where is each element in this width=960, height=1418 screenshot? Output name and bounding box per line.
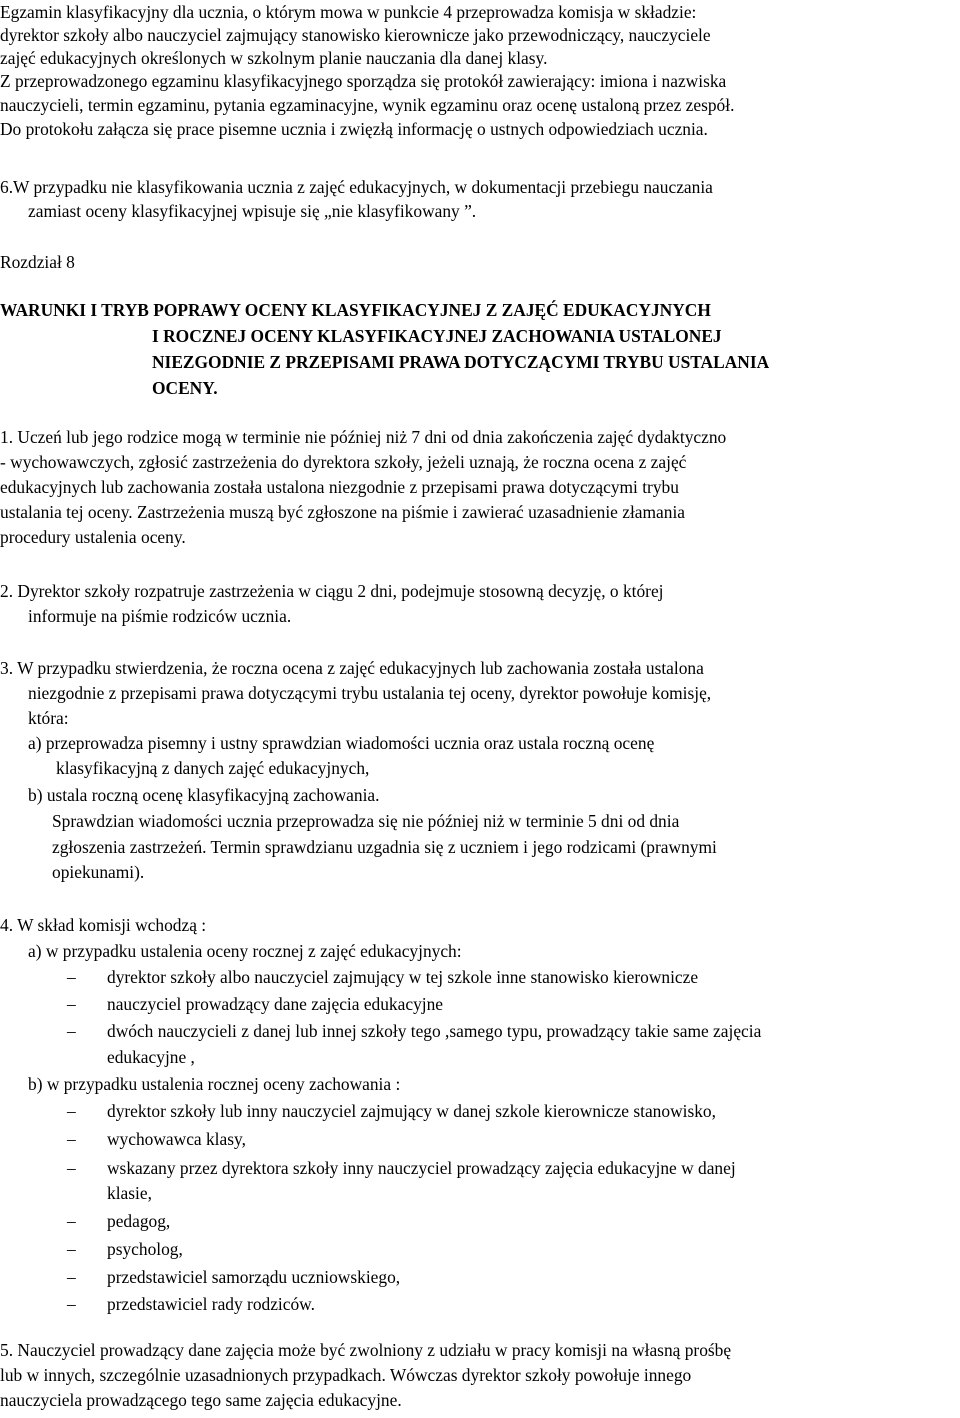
list-item-text: wskazany przez dyrektora szkoły inny nauczyciel prowadzący zajęcia edukacyjne w danej bbox=[107, 1158, 736, 1178]
section1-line: procedury ustalenia oceny. bbox=[0, 527, 186, 547]
list-item-text: nauczyciel prowadzący dane zajęcia edukacyjne bbox=[107, 994, 444, 1014]
dash-bullet: – bbox=[67, 1239, 76, 1259]
section2-line: 2. Dyrektor szkoły rozpatruje zastrzeżenia w ciągu 2 dni, podejmuje stosowną decyzję, o której bbox=[0, 581, 664, 601]
section3-line: klasyfikacyjną z danych zajęć edukacyjnych, bbox=[56, 758, 370, 778]
section1-line: 1. Uczeń lub jego rodzice mogą w terminie nie później niż 7 dni od dnia zakończenia zajęć dydaktyczno bbox=[0, 427, 727, 447]
section3-line: Sprawdzian wiadomości ucznia przeprowadza się nie później niż w terminie 5 dni od dnia bbox=[52, 811, 680, 831]
list-item-text: psycholog, bbox=[107, 1239, 183, 1259]
chapter-title-line: OCENY. bbox=[152, 378, 218, 398]
dash-bullet: – bbox=[67, 967, 76, 987]
section3-line: b) ustala roczną ocenę klasyfikacyjną zachowania. bbox=[28, 785, 380, 805]
intro-line: Egzamin klasyfikacyjny dla ucznia, o którym mowa w punkcie 4 przeprowadza komisja w składzie: bbox=[0, 2, 697, 22]
dash-bullet: – bbox=[67, 1294, 76, 1314]
chapter-label: Rozdział 8 bbox=[0, 252, 75, 272]
list-item-text: pedagog, bbox=[107, 1211, 171, 1231]
section3-line: 3. W przypadku stwierdzenia, że roczna ocena z zajęć edukacyjnych lub zachowania została ustalona bbox=[0, 658, 704, 678]
intro-line: dyrektor szkoły albo nauczyciel zajmujący stanowisko kierownicze jako przewodniczący, nauczyciele bbox=[0, 25, 711, 45]
dash-bullet: – bbox=[67, 994, 76, 1014]
dash-bullet: – bbox=[67, 1158, 76, 1178]
section2-line: informuje na piśmie rodziców ucznia. bbox=[28, 606, 292, 626]
chapter-title-line: NIEZGODNIE Z PRZEPISAMI PRAWA DOTYCZĄCYMI TRYBU USTALANIA bbox=[152, 352, 770, 372]
section1-line: edukacyjnych lub zachowania została ustalona niezgodnie z przepisami prawa dotyczącymi trybu bbox=[0, 477, 679, 497]
list-item-text: dyrektor szkoły lub inny nauczyciel zajmujący w danej szkole kierownicze stanowisko, bbox=[107, 1101, 716, 1121]
section5-line: 5. Nauczyciel prowadzący dane zajęcia może być zwolniony z udziału w pracy komisji na własną prośbę bbox=[0, 1340, 732, 1360]
section3-line: opiekunami). bbox=[52, 862, 145, 882]
section3-line: a) przeprowadza pisemny i ustny sprawdzian wiadomości ucznia oraz ustala roczną ocenę bbox=[28, 733, 655, 753]
section4-a-label: a) w przypadku ustalenia oceny rocznej z zajęć edukacyjnych: bbox=[28, 941, 462, 961]
list-item-continuation: klasie, bbox=[107, 1183, 152, 1203]
section5-line: nauczyciela prowadzącego tego same zajęcia edukacyjne. bbox=[0, 1390, 402, 1410]
point6-line: zamiast oceny klasyfikacyjnej wpisuje się „nie klasyfikowany ”. bbox=[28, 201, 477, 221]
intro-line: zajęć edukacyjnych określonych w szkolnym planie nauczania dla danej klasy. bbox=[0, 48, 548, 68]
chapter-title-line: I ROCZNEJ OCENY KLASYFIKACYJNEJ ZACHOWANIA USTALONEJ bbox=[152, 326, 722, 346]
list-item-text: dwóch nauczycieli z danej lub innej szkoły tego ,samego typu, prowadzący takie same zajęcia bbox=[107, 1021, 762, 1041]
section3-line: niezgodnie z przepisami prawa dotyczącymi trybu ustalania tej oceny, dyrektor powołuje komisję, bbox=[28, 683, 712, 703]
dash-bullet: – bbox=[67, 1211, 76, 1231]
point6-line: 6.W przypadku nie klasyfikowania ucznia z zajęć edukacyjnych, w dokumentacji przebiegu nauczania bbox=[0, 177, 713, 197]
section3-line: która: bbox=[28, 708, 69, 728]
list-item-continuation: edukacyjne , bbox=[107, 1047, 195, 1067]
dash-bullet: – bbox=[67, 1267, 76, 1287]
section4-b-label: b) w przypadku ustalenia rocznej oceny zachowania : bbox=[28, 1074, 401, 1094]
intro-line: Z przeprowadzonego egzaminu klasyfikacyjnego sporządza się protokół zawierający: imiona i nazwiska bbox=[0, 71, 727, 91]
section4-intro: 4. W skład komisji wchodzą : bbox=[0, 915, 207, 935]
list-item-text: przedstawiciel rady rodziców. bbox=[107, 1294, 315, 1314]
intro-line: nauczycieli, termin egzaminu, pytania egzaminacyjne, wynik egzaminu oraz ocenę ustaloną przez zespół. bbox=[0, 95, 735, 115]
dash-bullet: – bbox=[67, 1129, 76, 1149]
list-item-text: dyrektor szkoły albo nauczyciel zajmujący w tej szkole inne stanowisko kierownicze bbox=[107, 967, 699, 987]
section1-line: ustalania tej oceny. Zastrzeżenia muszą być zgłoszone na piśmie i zawierać uzasadnienie złamania bbox=[0, 502, 685, 522]
section5-line: lub w innych, szczególnie uzasadnionych przypadkach. Wówczas dyrektor szkoły powołuje innego bbox=[0, 1365, 692, 1385]
chapter-title-line: WARUNKI I TRYB POPRAWY OCENY KLASYFIKACYJNEJ Z ZAJĘĆ EDUKACYJNYCH bbox=[0, 300, 711, 320]
list-item-text: wychowawca klasy, bbox=[107, 1129, 246, 1149]
list-item-text: przedstawiciel samorządu uczniowskiego, bbox=[107, 1267, 401, 1287]
section1-line: - wychowawczych, zgłosić zastrzeżenia do dyrektora szkoły, jeżeli uznają, że roczna ocena z zajęć bbox=[0, 452, 687, 472]
dash-bullet: – bbox=[67, 1101, 76, 1121]
intro-line: Do protokołu załącza się prace pisemne ucznia i zwięzłą informację o ustnych odpowiedziach ucznia. bbox=[0, 119, 708, 139]
section3-line: zgłoszenia zastrzeżeń. Termin sprawdzianu uzgadnia się z uczniem i jego rodzicami (prawnymi bbox=[52, 837, 717, 857]
dash-bullet: – bbox=[67, 1021, 76, 1041]
